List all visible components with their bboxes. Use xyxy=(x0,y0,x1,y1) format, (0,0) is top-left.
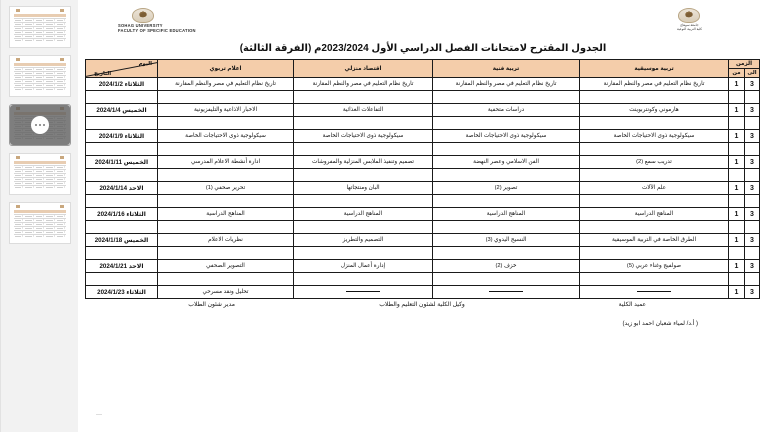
mini-logo-left-icon xyxy=(16,58,20,61)
cell-time-from: 1 xyxy=(729,156,745,169)
signature-student-affairs: مدير شئون الطلاب xyxy=(188,302,235,308)
table-row xyxy=(86,234,760,247)
table-row-spacer xyxy=(86,169,760,182)
table-row xyxy=(86,78,760,91)
spacer-cell xyxy=(580,91,729,104)
cell-day: الخميس xyxy=(122,158,149,166)
spacer-cell xyxy=(580,143,729,156)
spacer-cell xyxy=(580,169,729,182)
cell-subject-art xyxy=(433,286,580,299)
spacer-cell xyxy=(433,221,580,234)
mini-header-band xyxy=(14,210,66,213)
cell-subject-home-economics: التصميم والتطريز xyxy=(294,234,433,247)
cell-subject-art: الفن الاسلامي وعصر النهضة xyxy=(433,156,580,169)
spacer-cell xyxy=(86,117,158,130)
thumbnail-page-5[interactable] xyxy=(9,202,71,244)
spacer-cell xyxy=(433,91,580,104)
cell-day-date xyxy=(86,182,158,195)
cell-day-date xyxy=(86,130,158,143)
cell-time-from: 1 xyxy=(729,78,745,91)
spacer-cell xyxy=(745,195,760,208)
thumbnail-preview xyxy=(12,58,68,94)
column-header-media: اعلام تربوي xyxy=(158,60,294,78)
cell-subject-media: سيكولوجية ذوى الاحتياجات الخاصة xyxy=(158,130,294,143)
mini-header-band xyxy=(14,63,66,66)
spacer-cell xyxy=(294,169,433,182)
spacer-cell xyxy=(433,247,580,260)
spacer-cell xyxy=(158,221,294,234)
mini-logo-right-icon xyxy=(60,58,64,61)
spacer-cell xyxy=(294,117,433,130)
column-header-art: تربية فنية xyxy=(433,60,580,78)
cell-subject-home-economics: التفاعلات الغذائية xyxy=(294,104,433,117)
cell-day: الاحد xyxy=(127,262,144,270)
table-row xyxy=(86,130,760,143)
thumbnail-page-4[interactable] xyxy=(9,153,71,195)
cell-subject-music: تدريب سمع (2) xyxy=(580,156,729,169)
cell-day: الخميس xyxy=(122,236,149,244)
spacer-cell xyxy=(745,169,760,182)
mini-logo-right-icon xyxy=(60,9,64,12)
spacer-cell xyxy=(580,221,729,234)
cell-subject-media: التصوير الصحفي xyxy=(158,260,294,273)
cell-subject-art: خزف (2) xyxy=(433,260,580,273)
more-options-icon[interactable] xyxy=(31,116,49,134)
thumbnail-rail[interactable] xyxy=(0,0,78,432)
cell-time-from: 1 xyxy=(729,286,745,299)
cell-subject-media: تحليل ونقد مسرحي xyxy=(158,286,294,299)
column-header-time-from: من xyxy=(729,69,745,78)
spacer-cell xyxy=(158,143,294,156)
cell-time-to: 3 xyxy=(745,156,760,169)
cell-subject-music: صولفيج وغناء عربي (5) xyxy=(580,260,729,273)
cell-day: الثلاثاء xyxy=(124,210,146,218)
spacer-cell xyxy=(580,273,729,286)
thumbnail-page-2[interactable] xyxy=(9,55,71,97)
spacer-cell xyxy=(745,221,760,234)
spacer-cell xyxy=(729,143,745,156)
table-row xyxy=(86,286,760,299)
spacer-cell xyxy=(158,117,294,130)
cell-date: 2024/1/4 xyxy=(96,106,121,114)
cell-day-date xyxy=(86,208,158,221)
cell-subject-home-economics: المناهج الدراسية xyxy=(294,208,433,221)
column-header-day-date xyxy=(86,60,158,78)
cell-time-to: 3 xyxy=(745,78,760,91)
mini-logo-right-icon xyxy=(60,205,64,208)
cell-time-from: 1 xyxy=(729,208,745,221)
spacer-cell xyxy=(580,247,729,260)
spacer-cell xyxy=(158,169,294,182)
table-row-spacer xyxy=(86,195,760,208)
cell-subject-media: ادارة أنشطة الاعلام المدرسي xyxy=(158,156,294,169)
thumbnail-page-1[interactable] xyxy=(9,6,71,48)
cell-subject-music: تاريخ نظام التعليم في مصر والنظم المقارنة xyxy=(580,78,729,91)
cell-date: 2024/1/23 xyxy=(97,288,125,296)
cell-time-from: 1 xyxy=(729,182,745,195)
exam-schedule-table xyxy=(85,59,760,299)
table-row xyxy=(86,156,760,169)
cell-subject-art: النسيج اليدوي (3) xyxy=(433,234,580,247)
mini-rows xyxy=(14,165,66,188)
document-header xyxy=(86,6,760,42)
mini-header-band xyxy=(14,161,66,164)
table-row-spacer xyxy=(86,273,760,286)
mini-rows xyxy=(14,67,66,90)
table-row-spacer xyxy=(86,117,760,130)
cell-day-date xyxy=(86,286,158,299)
document-page xyxy=(78,0,768,432)
cell-subject-home-economics: تصميم وتنفيذ الملابس المنزلية والمفروشات xyxy=(294,156,433,169)
spacer-cell xyxy=(86,143,158,156)
cell-subject-home-economics xyxy=(294,286,433,299)
spacer-cell xyxy=(86,91,158,104)
thumbnail-preview xyxy=(12,205,68,241)
mini-header-band xyxy=(14,14,66,17)
spacer-cell xyxy=(294,221,433,234)
cell-subject-art: تاريخ نظام التعليم في مصر والنظم المقارنة xyxy=(433,78,580,91)
cell-time-from: 1 xyxy=(729,234,745,247)
table-row-spacer xyxy=(86,143,760,156)
spacer-cell xyxy=(433,169,580,182)
cell-day-date xyxy=(86,78,158,91)
mini-rows xyxy=(14,18,66,41)
spacer-cell xyxy=(294,195,433,208)
cell-day-date xyxy=(86,260,158,273)
spacer-cell xyxy=(745,117,760,130)
cell-date: 2024/1/14 xyxy=(99,184,128,192)
cell-subject-media: الاخبار الاذاعية والتليفزيونية xyxy=(158,104,294,117)
cell-day: الثلاثاء xyxy=(122,132,145,140)
page-title: الجدول المقترح لامتحانات الفصل الدراسي الأول 2023/2024م (الفرقة الثالثة) xyxy=(239,43,607,54)
table-row xyxy=(86,104,760,117)
cell-subject-home-economics: تاريخ نظام التعليم في مصر والنظم المقارنة xyxy=(294,78,433,91)
spacer-cell xyxy=(745,91,760,104)
mini-logo-left-icon xyxy=(16,156,20,159)
cell-day-date xyxy=(86,104,158,117)
spacer-cell xyxy=(86,169,158,182)
mini-logo-right-icon xyxy=(60,156,64,159)
table-row-spacer xyxy=(86,91,760,104)
spacer-cell xyxy=(729,117,745,130)
column-header-date: التاريخ xyxy=(94,70,112,77)
spacer-cell xyxy=(86,273,158,286)
cell-subject-art: سيكولوجية ذوى الاحتياجات الخاصة xyxy=(433,130,580,143)
cell-date: 2024/1/9 xyxy=(98,132,123,140)
spacer-cell xyxy=(294,273,433,286)
spacer-cell xyxy=(86,247,158,260)
cell-date: 2024/1/16 xyxy=(97,210,125,218)
column-header-music: تربية موسيقية xyxy=(580,60,729,78)
spacer-cell xyxy=(745,247,760,260)
spacer-cell xyxy=(729,195,745,208)
page-marker: — xyxy=(96,412,102,418)
signature-vice-dean: وكيل الكلية لشئون التعليم والطلاب xyxy=(379,302,465,308)
cell-subject-music: المناهج الدراسية xyxy=(580,208,729,221)
cell-subject-music xyxy=(580,286,729,299)
thumbnail-preview xyxy=(12,9,68,45)
column-header-time: الزمن xyxy=(729,60,760,69)
cell-subject-music: هارموني وكونتربوينت xyxy=(580,104,729,117)
university-logo-english xyxy=(118,8,196,33)
spacer-cell xyxy=(729,273,745,286)
column-header-time-to: الى xyxy=(745,69,760,78)
table-row xyxy=(86,260,760,273)
table-row xyxy=(86,208,760,221)
thumbnail-page-3[interactable] xyxy=(9,104,71,146)
university-crest-icon xyxy=(678,8,700,23)
mini-logo-left-icon xyxy=(16,9,20,12)
spacer-cell xyxy=(294,247,433,260)
spacer-cell xyxy=(158,273,294,286)
cell-subject-music: سيكولوجية ذوى الاحتياجات الخاصة xyxy=(580,130,729,143)
cell-subject-home-economics: إدارة أعمال المنزل xyxy=(294,260,433,273)
university-name-arabic: جامعة سوهاج xyxy=(680,23,699,27)
cell-subject-media: نظريات الاعلام xyxy=(158,234,294,247)
spacer-cell xyxy=(158,247,294,260)
column-header-home-economics: اقتصاد منزلي xyxy=(294,60,433,78)
table-header xyxy=(86,60,760,78)
faculty-name-english: FACULTY OF SPECIFIC EDUCATION xyxy=(118,27,196,33)
spacer-cell xyxy=(729,169,745,182)
cell-time-from: 1 xyxy=(729,104,745,117)
mini-logo-left-icon xyxy=(16,205,20,208)
cell-day-date xyxy=(86,234,158,247)
cell-time-to: 3 xyxy=(745,260,760,273)
table-row xyxy=(86,182,760,195)
faculty-name-arabic: كلية التربية النوعية xyxy=(676,26,702,31)
spacer-cell xyxy=(158,195,294,208)
spacer-cell xyxy=(729,221,745,234)
cell-time-from: 1 xyxy=(729,130,745,143)
cell-subject-home-economics: سيكولوجية ذوى الاحتياجات الخاصة xyxy=(294,130,433,143)
spacer-cell xyxy=(580,195,729,208)
cell-day-date xyxy=(86,156,158,169)
cell-subject-music: الطرق الخاصة في التربية الموسيقية xyxy=(580,234,729,247)
cell-time-from: 1 xyxy=(729,260,745,273)
cell-day: الثلاثاء xyxy=(124,288,146,296)
table-row-spacer xyxy=(86,221,760,234)
spacer-cell xyxy=(433,117,580,130)
mini-rows xyxy=(14,214,66,237)
cell-subject-home-economics: البان ومنتجاتها xyxy=(294,182,433,195)
spacer-cell xyxy=(294,143,433,156)
cell-subject-art: المناهج الدراسية xyxy=(433,208,580,221)
column-header-day: اليوم xyxy=(138,60,152,67)
spacer-cell xyxy=(433,273,580,286)
cell-time-to: 3 xyxy=(745,286,760,299)
cell-date: 2024/1/18 xyxy=(94,236,123,244)
thumbnail-preview xyxy=(12,156,68,192)
spacer-cell xyxy=(86,221,158,234)
table-row-spacer xyxy=(86,247,760,260)
cell-time-to: 3 xyxy=(745,182,760,195)
cell-subject-media: تاريخ نظام التعليم في مصر والنظم المقارنة xyxy=(158,78,294,91)
cell-date: 2024/1/2 xyxy=(98,80,123,88)
cell-subject-media: المناهج الدراسية xyxy=(158,208,294,221)
cell-day: الثلاثاء xyxy=(122,80,145,88)
cell-day: الخميس xyxy=(120,106,147,114)
university-name-english: SOHAG UNIVERSITY xyxy=(118,23,163,28)
cell-time-to: 3 xyxy=(745,234,760,247)
spacer-cell xyxy=(86,195,158,208)
dean-full-name: ( أ.د/ لمياء شعبان احمد ابو زيد) xyxy=(622,321,698,327)
spacer-cell xyxy=(433,195,580,208)
cell-subject-music: علم الآلات xyxy=(580,182,729,195)
cell-date: 2024/1/11 xyxy=(94,158,123,166)
spacer-cell xyxy=(729,247,745,260)
cell-subject-art: تصوير (2) xyxy=(433,182,580,195)
spacer-cell xyxy=(294,91,433,104)
cell-time-to: 3 xyxy=(745,208,760,221)
cell-time-to: 3 xyxy=(745,104,760,117)
table-body xyxy=(86,78,760,299)
university-logo-arabic xyxy=(677,8,702,32)
spacer-cell xyxy=(745,143,760,156)
cell-time-to: 3 xyxy=(745,130,760,143)
spacer-cell xyxy=(745,273,760,286)
university-crest-icon xyxy=(132,8,154,23)
spacer-cell xyxy=(433,143,580,156)
spacer-cell xyxy=(729,91,745,104)
signature-row xyxy=(86,299,760,308)
cell-subject-art: دراسات متحفية xyxy=(433,104,580,117)
signature-dean: عميد الكلية xyxy=(618,302,647,308)
cell-date: 2024/1/21 xyxy=(99,262,128,270)
spacer-cell xyxy=(580,117,729,130)
cell-subject-media: تحرير صحفي (1) xyxy=(158,182,294,195)
spacer-cell xyxy=(158,91,294,104)
cell-day: الاحد xyxy=(127,184,144,192)
